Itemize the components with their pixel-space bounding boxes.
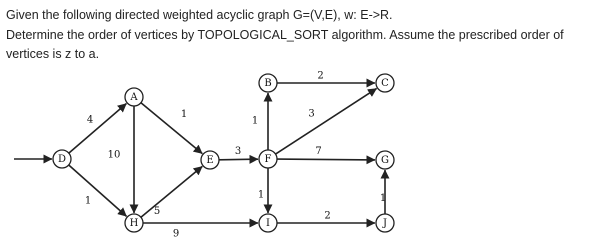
- node-label: B: [264, 78, 272, 89]
- node-label: D: [57, 154, 67, 165]
- edge-weight-d-h: 1: [84, 195, 92, 207]
- question-line-2: Determine the order of vertices by TOPOLOGICAL_SORT algorithm. Assume the prescribed order of vertices is z to a.: [6, 27, 564, 61]
- edge-weight-b-c: 2: [317, 70, 324, 82]
- edge-a-e: [141, 103, 202, 154]
- node-j: [376, 214, 394, 232]
- node-label: A: [130, 92, 138, 103]
- node-d: [53, 150, 71, 168]
- edge-weight-h-i: 9: [172, 228, 180, 240]
- node-c: [376, 74, 394, 92]
- node-b: [259, 74, 277, 92]
- node-label: J: [382, 218, 388, 229]
- edge-weight-f-g: 7: [315, 146, 322, 157]
- node-label: G: [381, 155, 389, 166]
- edge-weight-f-i: 1: [257, 189, 265, 201]
- question-line-1: Given the following directed weighted acyclic graph G=(V,E), w: E->R.: [6, 8, 393, 22]
- edge-weight-f-c: 3: [308, 108, 315, 120]
- node-e: [201, 151, 219, 169]
- edge-f-g: [277, 159, 375, 160]
- node-label: C: [381, 78, 389, 89]
- node-label: I: [266, 218, 270, 229]
- node-label: H: [129, 218, 139, 229]
- edges-layer: [69, 71, 386, 240]
- edge-weight-j-g: 1: [379, 193, 387, 204]
- node-h: [125, 214, 143, 232]
- edge-weight-d-a: 4: [86, 114, 94, 126]
- edge-h-e: [141, 166, 202, 217]
- node-label: E: [206, 155, 214, 166]
- node-a: [125, 88, 143, 106]
- edge-weight-a-e: 1: [180, 109, 188, 120]
- node-label: F: [264, 154, 272, 165]
- node-i: [259, 214, 277, 232]
- edge-f-c: [276, 88, 377, 154]
- edge-weight-h-e: 5: [153, 206, 161, 217]
- edge-weight-i-j: 2: [324, 210, 331, 222]
- node-f: [259, 150, 277, 168]
- edge-weight-f-b: 1: [251, 115, 259, 127]
- edge-weight-e-f: 3: [234, 146, 242, 157]
- node-g: [376, 151, 394, 169]
- edge-d-a: [69, 104, 127, 154]
- nodes-layer: [53, 74, 394, 232]
- edge-d-h: [69, 165, 127, 216]
- edge-e-f: [219, 159, 258, 160]
- edge-weight-a-h: 10: [107, 149, 121, 161]
